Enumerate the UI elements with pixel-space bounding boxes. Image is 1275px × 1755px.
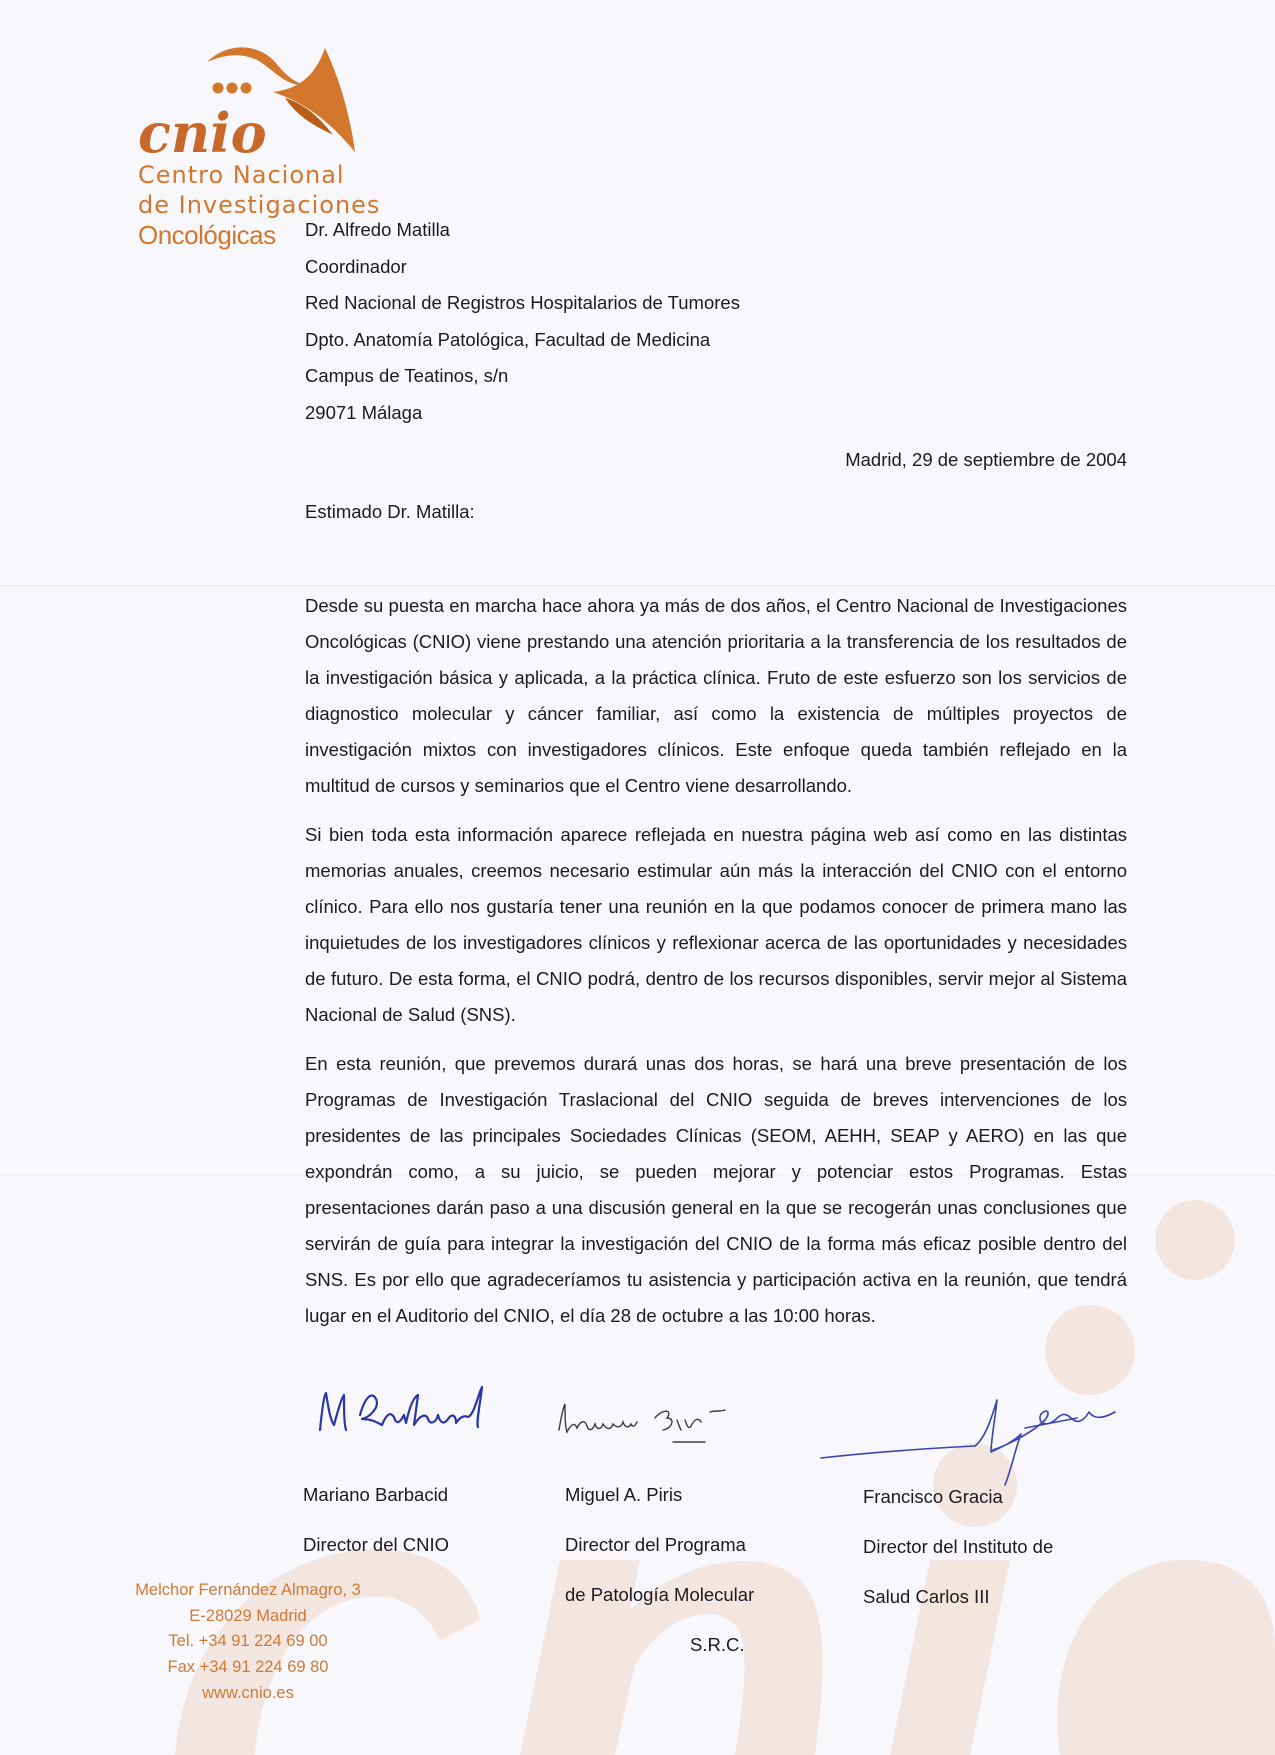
signature-barbacid bbox=[310, 1375, 500, 1445]
footer-address: Melchor Fernández Almagro, 3 bbox=[135, 1581, 361, 1599]
body-paragraph: Desde su puesta en marcha hace ahora ya más de dos años, el Centro Nacional de Investigaciones Oncológicas (CNIO) viene prestando una atención prioritaria a la transferencia de los resultados de la investigación básica y aplicada, a la práctica clínica. Fruto de este esfuerzo son los servicios de diagnostico molecular y cáncer familiar, así como la existencia de múltiples proyectos de investigación mixtos con investigadores clínicos. Este enfoque queda también reflejado en la multitud de cursos y seminarios que el Centro viene desarrollando. bbox=[305, 595, 1127, 796]
recipient-address bbox=[305, 212, 740, 431]
footer-postcode: E-28029 Madrid bbox=[189, 1606, 307, 1625]
signer-title: Director del CNIO bbox=[303, 1534, 449, 1555]
signature-piris bbox=[555, 1390, 765, 1450]
letter-body bbox=[305, 588, 1127, 1347]
signer-title: Director del Programa bbox=[565, 1534, 746, 1555]
address-line: Red Nacional de Registros Hospitalarios de Tumores bbox=[305, 292, 740, 313]
letterhead-line-3: Oncológicas bbox=[138, 220, 276, 250]
address-line: Dpto. Anatomía Patológica, Facultad de Medicina bbox=[305, 328, 711, 350]
address-line: Campus de Teatinos, s/n bbox=[305, 365, 509, 386]
signer-title: Director del Instituto de bbox=[863, 1536, 1054, 1557]
address-line: 29071 Málaga bbox=[305, 401, 423, 423]
signer-title: Salud Carlos III bbox=[863, 1586, 990, 1607]
address-line: Dr. Alfredo Matilla bbox=[305, 219, 450, 240]
letterhead-line-2: de Investigaciones bbox=[138, 191, 381, 219]
signer-name: Miguel A. Piris bbox=[565, 1484, 683, 1505]
logo-word: cnio bbox=[138, 101, 267, 160]
footer-phone: Tel. +34 91 224 69 00 bbox=[168, 1632, 328, 1651]
footer-website: www.cnio.es bbox=[202, 1683, 294, 1702]
signer-title: S.R.C. bbox=[690, 1634, 745, 1655]
cnio-logo-icon bbox=[135, 40, 365, 160]
body-paragraph: En esta reunión, que prevemos durará unas dos horas, se hará una breve presentación de los Programas de Investigación Traslacional del CNIO seguida de breves intervenciones de los presidentes de las principales Sociedades Clínicas (SEOM, AEHH, SEAP y AERO) en las que expondrán como, a su juicio, se pueden mejorar y potenciar estos Programas. Estas presentaciones darán paso a una discusión general en la que se recogerán unas conclusiones que servirán de guía para integrar la investigación del CNIO de la forma más eficaz posible dentro del SNS. Es por ello que agradeceríamos tu asistencia y participación activa en la reunión, que tendrá lugar en el Auditorio del CNIO, el día 28 de octubre a las 10:00 horas. bbox=[305, 1053, 1127, 1326]
letterhead-line-1: Centro Nacional bbox=[138, 161, 345, 189]
salutation: Estimado Dr. Matilla: bbox=[305, 501, 475, 522]
signer-name: Mariano Barbacid bbox=[303, 1484, 448, 1505]
body-paragraph: Si bien toda esta información aparece reflejada en nuestra página web así como en las distintas memorias anuales, creemos necesario estimular aún más la interacción del CNIO con el entorno clínico. Para ello nos gustaría tener una reunión en la que podamos conocer de primera mano las inquietudes de los investigadores clínicos y reflexionar acerca de las oportunidades y necesidades de futuro. De esta forma, el CNIO podrá, dentro de los recursos disponibles, servir mejor al Sistema Nacional de Salud (SNS). bbox=[305, 824, 1127, 1025]
letter-date: Madrid, 29 de septiembre de 2004 bbox=[845, 449, 1127, 470]
signer-gracia bbox=[863, 1472, 1053, 1622]
footer-fax: Fax +34 91 224 69 80 bbox=[167, 1658, 329, 1677]
signer-title: de Patología Molecular bbox=[565, 1584, 755, 1605]
address-line: Coordinador bbox=[305, 255, 407, 277]
signer-name: Francisco Gracia bbox=[863, 1486, 1003, 1507]
signer-piris bbox=[565, 1470, 754, 1670]
signer-barbacid bbox=[303, 1470, 449, 1570]
letterhead-footer bbox=[118, 1578, 378, 1707]
